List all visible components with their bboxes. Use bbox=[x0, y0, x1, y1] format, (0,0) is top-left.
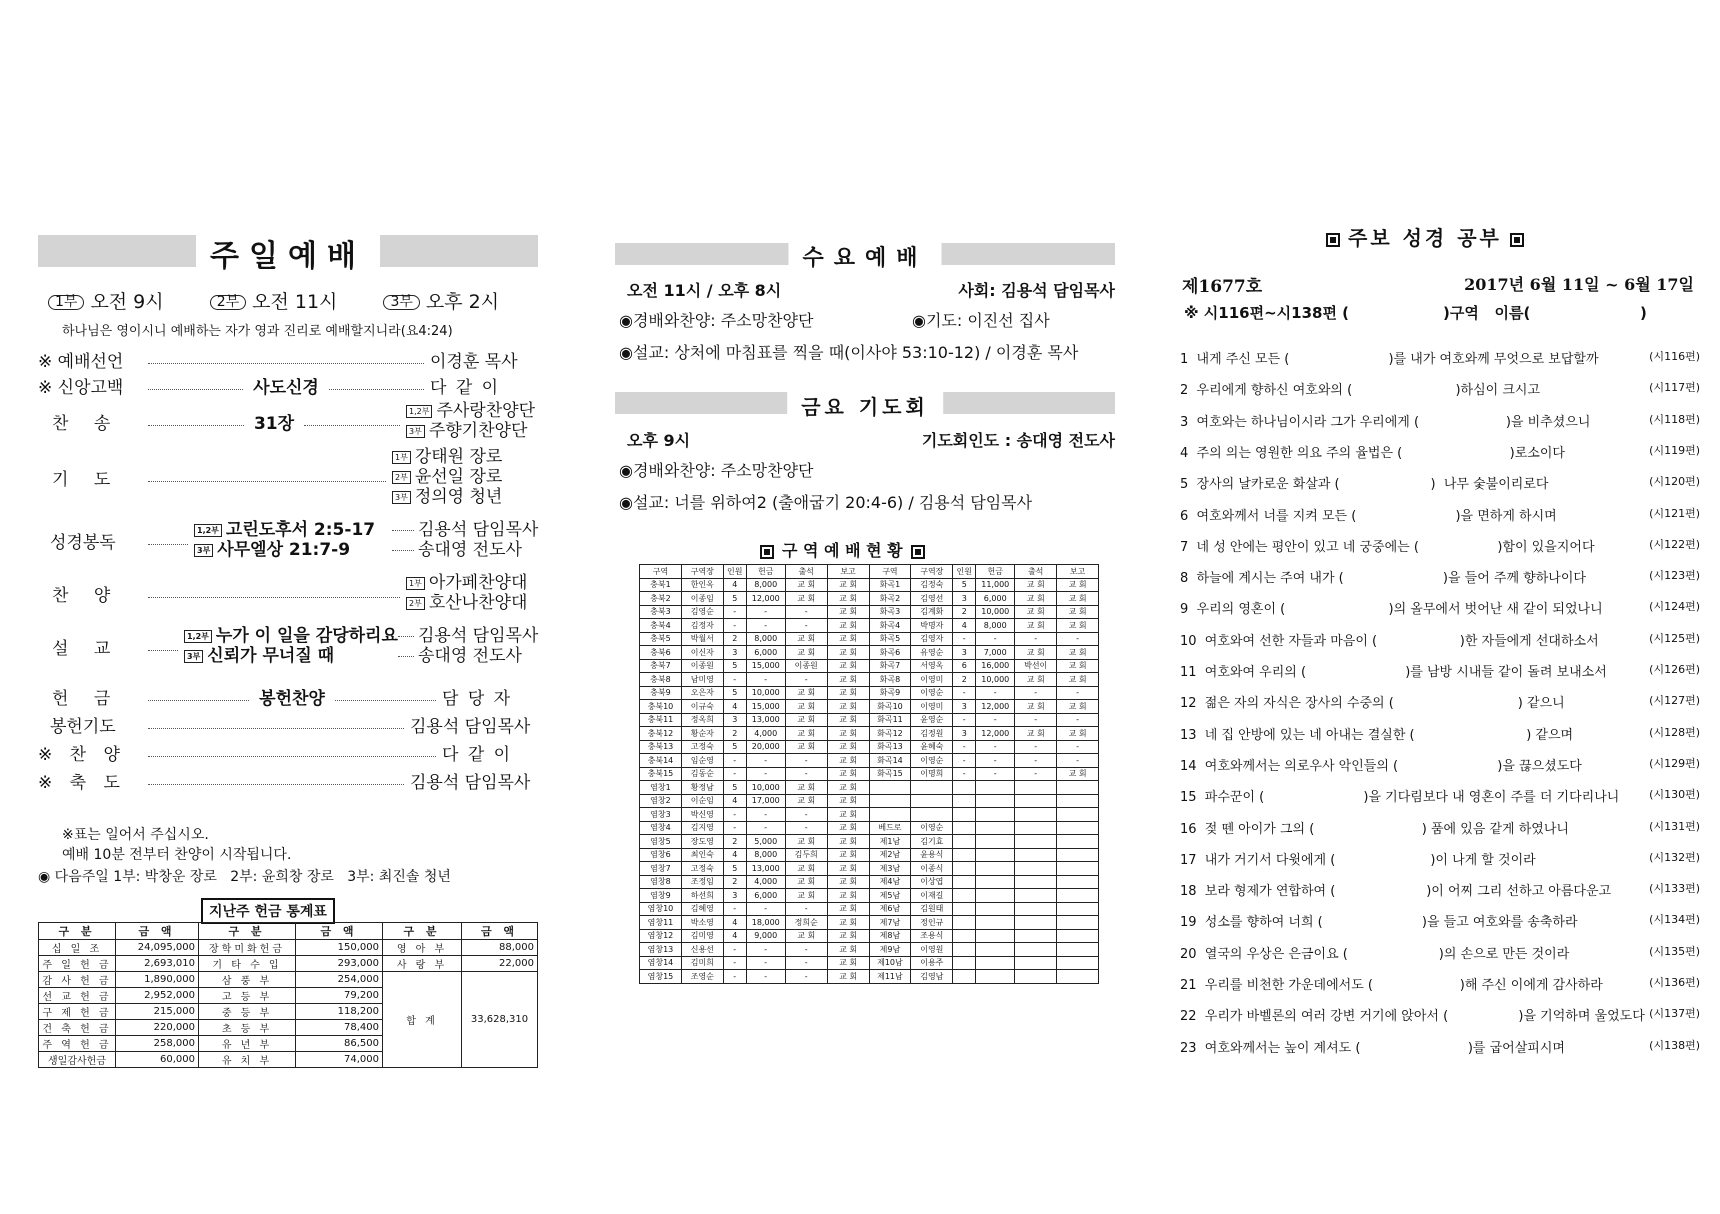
offering-table: 구 분 금 액 구 분 금 액 구 분 금 액 십 일 조 24,095,000 장학미화헌금 150,000 영 아 부 88,000 주 일 헌 금 2,693,010 기 타 수 입 293,000 사 랑 부 22,000 감 사 헌 금 1,890,000 삼 풍 부 254,000 합 계 33,628,310 선 교 헌 금 2,952,000 고 등 부 79,200 구 제 헌 금 215,000 중 등 부 118,200 건 축 헌 금 220,000 초 등 부 78,400 주 역 헌 금 258,000 유 년 부 86,500 생일감사헌금 60,000 유 치 부 74,000 bbox=[38, 922, 538, 1068]
question-item: 8 하늘에 계시는 주여 내가 ( )을 들어 주께 향하나이다 (시123편) bbox=[1180, 569, 1700, 587]
order-offering: 헌 금 봉헌찬양 담 당 자 bbox=[52, 689, 513, 709]
table-row: 충북15 김동순 - - - 교 회 화곡15 이명희 - - - 교 회 bbox=[640, 767, 1099, 781]
friday-title-banner bbox=[615, 392, 1115, 419]
friday-sermon: ◉설교: 너를 위하여2 (출애굽기 20:4-6) / 김용석 담임목사 bbox=[619, 493, 1033, 512]
question-item: 21 우리를 비천한 가운데에서도 ( )해 주신 이에게 감사하라 (시136편) bbox=[1180, 976, 1700, 993]
wednesday-time: 오전 11시 / 오후 8시 bbox=[627, 281, 782, 300]
table-row: 감 사 헌 금 1,890,000 삼 풍 부 254,000 합 계 33,628,310 bbox=[39, 972, 538, 988]
square-bullet-icon bbox=[911, 545, 925, 559]
offering-table-title: 지난주 헌금 통계표 bbox=[201, 898, 335, 924]
district-header-row: 구역 구역장 인원 헌금 출석 보고 구역 구역장 인원 헌금 출석 보고 bbox=[640, 565, 1099, 579]
question-item: 11 여호와여 우리의 ( )를 남방 시내들 같이 돌려 보내소서 (시126편) bbox=[1180, 663, 1700, 680]
order-call: ※ 예배선언 이경훈 목사 bbox=[38, 352, 518, 372]
service-1: 1부 오전 9시 bbox=[48, 291, 164, 313]
question-item: 16 젖 뗀 아이가 그의 ( ) 품에 있음 같게 하였나니 (시131편) bbox=[1180, 819, 1700, 837]
service-badge: 2부 bbox=[210, 295, 246, 310]
wednesday-prayer: ◉기도: 이진선 집사 bbox=[912, 311, 1050, 330]
table-row: 충북5 박월서 2 8,000 교 회 교 회 화곡5 김영자 - - - - bbox=[640, 632, 1099, 646]
question-item: 3 여호와는 하나님이시라 그가 우리에게 ( )을 비추셨으니 (시118편) bbox=[1180, 412, 1700, 430]
question-item: 13 네 집 안방에 있는 네 아내는 결실한 ( ) 같으며 (시128편) bbox=[1180, 725, 1700, 743]
table-row: 충북4 김정자 - - - 교 회 화곡4 박명자 4 8,000 교 회 교 회 bbox=[640, 619, 1099, 633]
table-row: 염창13 신용선 - - - 교 회 제9남 이영원 bbox=[640, 943, 1099, 957]
order-offering-prayer: 봉헌기도 김용석 담임목사 bbox=[50, 717, 531, 737]
question-item: 17 내가 거기서 다윗에게 ( )이 나게 할 것이라 (시132편) bbox=[1180, 850, 1700, 868]
order-anthem: 찬 양 1부 아가페찬양대 2부 호산나찬양대 bbox=[52, 573, 528, 613]
district-title: 구 역 예 배 현 황 bbox=[760, 538, 925, 561]
question-item: 7 네 성 안에는 평안이 있고 네 궁중에는 ( )함이 있을지어다 (시122편) bbox=[1180, 537, 1700, 555]
service-badge: 3부 bbox=[383, 295, 419, 310]
square-bullet-icon bbox=[1510, 233, 1524, 247]
wednesday-title: 수요예배 bbox=[788, 241, 941, 272]
table-row: 염창10 김혜영 - - - 교 회 제6남 김원태 bbox=[640, 902, 1099, 916]
table-row: 염창6 최인숙 4 8,000 김두희 교 회 제2남 윤용식 bbox=[640, 848, 1099, 862]
square-bullet-icon bbox=[1326, 233, 1340, 247]
question-item: 15 파수꾼이 ( )을 기다림보다 내 영혼이 주를 더 기다리나니 (시130편) bbox=[1180, 788, 1700, 806]
order-reading: 성경봉독 1,2부 고린도후서 2:5-17 김용석 담임목사 3부 사무엘상 21:7-9 송대영 전도사 bbox=[50, 520, 539, 560]
question-item: 18 보라 형제가 연합하여 ( )이 어찌 그리 선하고 아름다운고 (시133편) bbox=[1180, 882, 1700, 900]
sunday-title-banner bbox=[38, 235, 538, 274]
issue-number: 제1677호 bbox=[1182, 277, 1263, 297]
order-prayer: 기 도 1부 강태원 장로 2부 윤선일 장로 3부 정의영 청년 bbox=[52, 447, 503, 507]
table-row: 염창2 이순임 4 17,000 교 회 교 회 bbox=[640, 794, 1099, 808]
table-row: 충북9 오은자 5 10,000 교 회 교 회 화곡9 이영순 - - - - bbox=[640, 686, 1099, 700]
bible-study-title: 주보 성경 공부 bbox=[1326, 222, 1524, 251]
note-next-week: ◉ 다음주일 1부: 박창운 장로 2부: 윤희창 장로 3부: 최진솔 청년 bbox=[38, 869, 451, 885]
friday-title: 금요 기도회 bbox=[787, 391, 943, 420]
table-row: 선 교 헌 금 2,952,000 고 등 부 79,200 bbox=[39, 988, 538, 1004]
question-item: 6 여호와께서 너를 지켜 모든 ( )을 면하게 하시며 (시121편) bbox=[1180, 506, 1700, 524]
question-item: 9 우리의 영혼이 ( )의 올무에서 벗어난 새 같이 되었나니 (시124편) bbox=[1180, 600, 1700, 618]
square-bullet-icon bbox=[760, 545, 774, 559]
table-row: 충북3 김영순 - - - 교 회 화곡3 김계화 2 10,000 교 회 교 회 bbox=[640, 605, 1099, 619]
table-row: 생일감사헌금 60,000 유 치 부 74,000 bbox=[39, 1052, 538, 1068]
table-row: 염창5 장도영 2 5,000 교 회 교 회 제1남 김기효 bbox=[640, 835, 1099, 849]
table-row: 충북11 정옥희 3 13,000 교 회 교 회 화곡11 윤영순 - - - - bbox=[640, 713, 1099, 727]
table-row: 충북1 한인옥 4 8,000 교 회 교 회 화곡1 김정숙 5 11,000 교 회 교 회 bbox=[640, 578, 1099, 592]
table-row: 염창1 황정남 5 10,000 교 회 교 회 bbox=[640, 781, 1099, 795]
issue-date: 2017년 6월 11일 ~ 6월 17일 bbox=[1464, 275, 1694, 294]
question-item: 19 성소를 향하여 너희 ( )을 들고 여호와를 송축하라 (시134편) bbox=[1180, 913, 1700, 931]
question-item: 12 젊은 자의 자식은 장사의 수중의 ( ) 같으니 (시127편) bbox=[1180, 694, 1700, 712]
friday-time: 오후 9시 bbox=[627, 431, 691, 450]
question-item: 10 여호와여 선한 자들과 마음이 ( )한 자들에게 선대하소서 (시125편) bbox=[1180, 631, 1700, 649]
order-creed: ※ 신앙고백 사도신경 다 같 이 bbox=[38, 378, 501, 398]
table-row: 충북6 이신자 3 6,000 교 회 교 회 화곡6 유영순 3 7,000 교 회 교 회 bbox=[640, 646, 1099, 660]
table-row: 염창7 고정숙 5 13,000 교 회 교 회 제3남 이종식 bbox=[640, 862, 1099, 876]
service-3: 3부 오후 2시 bbox=[383, 291, 499, 313]
question-item: 5 장사의 날카로운 화살과 ( ) 나무 숯불이리로다 (시120편) bbox=[1180, 475, 1700, 493]
order-benediction: ※ 축 도 김용석 담임목사 bbox=[38, 773, 531, 793]
friday-praise: ◉경배와찬양: 주소망찬양단 bbox=[619, 461, 814, 480]
sunday-verse: 하나님은 영이시니 예배하는 자가 영과 진리로 예배할지니라(요4:24) bbox=[62, 324, 453, 339]
service-badge: 1부 bbox=[48, 295, 84, 310]
service-times bbox=[48, 287, 499, 314]
table-row: 염창4 김지영 - - - 교 회 베드로 이영순 bbox=[640, 821, 1099, 835]
wednesday-title-banner bbox=[615, 243, 1115, 271]
friday-leader: 기도회인도 : 송대영 전도사 bbox=[921, 431, 1115, 450]
range-line: ※ 시116편~시138편 ( )구역 이름( ) bbox=[1184, 304, 1647, 322]
table-row: 충북7 이종원 5 15,000 이종원 교 회 화곡7 서영옥 6 16,000 박선이 교 회 bbox=[640, 659, 1099, 673]
table-row: 염창9 하선희 3 6,000 교 회 교 회 제5남 이재길 bbox=[640, 889, 1099, 903]
table-row: 염창11 박소영 4 18,000 정희순 교 회 제7남 정인규 bbox=[640, 916, 1099, 930]
wednesday-praise: ◉경배와찬양: 주소망찬양단 bbox=[619, 311, 814, 330]
table-row: 염창3 박신영 - - - 교 회 bbox=[640, 808, 1099, 822]
table-row: 구 제 헌 금 215,000 중 등 부 118,200 bbox=[39, 1004, 538, 1020]
table-row: 염창15 조영순 - - - 교 회 제11남 김영남 bbox=[640, 970, 1099, 984]
question-item: 23 여호와께서는 높이 계셔도 ( )를 굽어살피시며 (시138편) bbox=[1180, 1038, 1700, 1056]
note-standing: ※표는 일어서 주십시오. bbox=[62, 827, 209, 843]
order-hymn: 찬 송 31장 1,2부 주사랑찬양단 3부 주향기찬양단 bbox=[52, 401, 535, 441]
table-row: 염창14 김미희 - - - 교 회 제10남 이용주 bbox=[640, 956, 1099, 970]
service-2: 2부 오전 11시 bbox=[210, 291, 338, 313]
question-item: 2 우리에게 향하신 여호와의 ( )하심이 크시고 (시117편) bbox=[1180, 381, 1700, 399]
table-row: 충북8 남미영 - - - 교 회 화곡8 이영미 2 10,000 교 회 교 회 bbox=[640, 673, 1099, 687]
table-row: 주 역 헌 금 258,000 유 년 부 86,500 bbox=[39, 1036, 538, 1052]
table-row: 주 일 헌 금 2,693,010 기 타 수 입 293,000 사 랑 부 22,000 bbox=[39, 956, 538, 972]
question-item: 22 우리가 바벨론의 여러 강변 거기에 앉아서 ( )을 기억하며 울었도다 (시137편) bbox=[1180, 1007, 1700, 1025]
order-sermon: 설 교 1,2부 누가 이 일을 감당하리요 김용석 담임목사 3부 신뢰가 무너질 때 송대영 전도사 bbox=[52, 626, 539, 666]
question-item: 1 내게 주신 모든 ( )를 내가 여호와께 무엇으로 보답할까 (시116편) bbox=[1180, 350, 1700, 367]
wednesday-host: 사회: 김용석 담임목사 bbox=[958, 281, 1115, 300]
table-row: 충북14 임순영 - - - 교 회 화곡14 이영순 - - - - bbox=[640, 754, 1099, 768]
table-row: 염창8 조정임 2 4,000 교 회 교 회 제4남 이상엽 bbox=[640, 875, 1099, 889]
order-praise: ※ 찬 양 다 같 이 bbox=[38, 745, 513, 765]
sunday-title: 주일예배 bbox=[196, 231, 380, 275]
note-praise-start: 예배 10분 전부터 찬양이 시작됩니다. bbox=[62, 847, 292, 863]
table-row: 충북12 황순자 2 4,000 교 회 교 회 화곡12 김정원 3 12,000 교 회 교 회 bbox=[640, 727, 1099, 741]
table-row: 충북10 이규숙 4 15,000 교 회 교 회 화곡10 이영미 3 12,000 교 회 교 회 bbox=[640, 700, 1099, 714]
table-row: 충북2 이종임 5 12,000 교 회 교 회 화곡2 김영선 3 6,000 교 회 교 회 bbox=[640, 592, 1099, 606]
question-item: 14 여호와께서는 의로우사 악인들의 ( )을 끊으셨도다 (시129편) bbox=[1180, 756, 1700, 774]
table-row: 염창12 김미영 4 9,000 교 회 교 회 제8남 조용식 bbox=[640, 929, 1099, 943]
table-row: 충북13 고정숙 5 20,000 교 회 교 회 화곡13 윤혜숙 - - - - bbox=[640, 740, 1099, 754]
table-row: 십 일 조 24,095,000 장학미화헌금 150,000 영 아 부 88,000 bbox=[39, 940, 538, 956]
district-table bbox=[639, 564, 1099, 984]
question-item: 20 열국의 우상은 은금이요 ( )의 손으로 만든 것이라 (시135편) bbox=[1180, 944, 1700, 962]
question-item: 4 주의 의는 영원한 의요 주의 율법은 ( )로소이다 (시119편) bbox=[1180, 443, 1700, 461]
table-row: 건 축 헌 금 220,000 초 등 부 78,400 bbox=[39, 1020, 538, 1036]
wednesday-sermon: ◉설교: 상처에 마침표를 찍을 때(이사야 53:10-12) / 이경훈 목사 bbox=[619, 343, 1079, 362]
